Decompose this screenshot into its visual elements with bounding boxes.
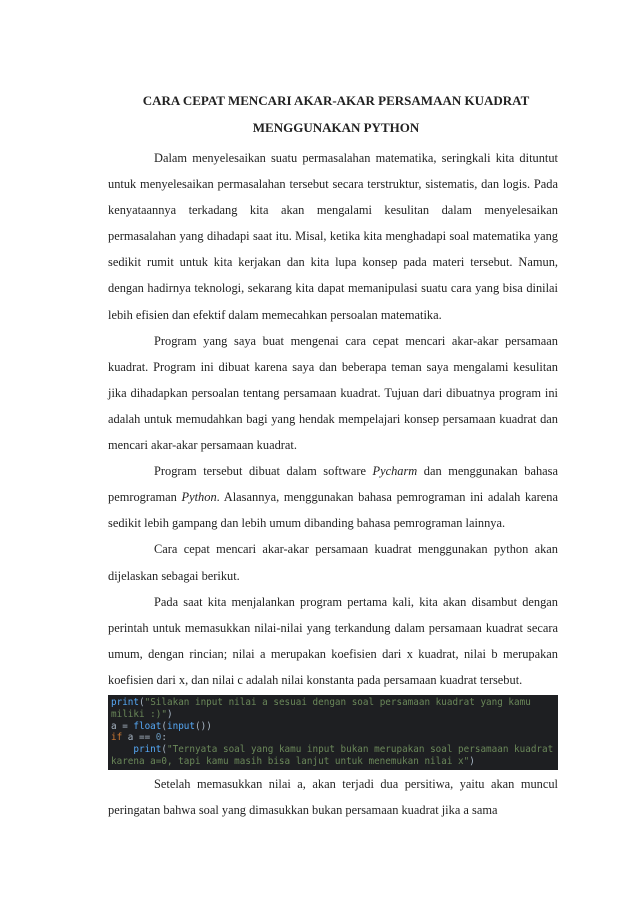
code-print-fn: print [111, 696, 139, 708]
code-float-fn: float [133, 720, 162, 732]
code-paren: ()) [195, 720, 212, 732]
p3-text-e: . Alasannya, menggunakan bahasa pemrograman ini adalah karena sedikit lebih gampang dan lebih umum dibanding bahasa pemrograman lainnya. [108, 490, 559, 531]
code-print-fn: print [133, 744, 162, 756]
code-indent [111, 744, 133, 755]
code-line-2 [111, 721, 555, 733]
p3-text-a: Program tersebut dibuat dalam software [154, 464, 373, 479]
code-line-3 [111, 732, 555, 744]
code-paren: ( [161, 744, 167, 756]
document-body [108, 145, 558, 823]
paragraph-after-input: Setelah memasukkan nilai a, akan terjadi dua persitiwa, yaitu akan muncul peringatan bahwa soal yang dimasukkan bukan persamaan kuadrat jika a sama [108, 776, 558, 817]
code-paren: ( [139, 696, 145, 708]
paragraph-first-run: Pada saat kita menjalankan program pertama kali, kita akan disambut dengan perintah untuk memasukkan nilai-nilai yang terkandung dalam persamaan kuadrat secara umum, dengan rincian; nilai a merupakan koefisien dari x kuadrat, nilai b merupakan koefisien dari x, dan nilai c adalah nilai konstanta pada persamaan kuadrat tersebut. [108, 594, 558, 687]
code-if-keyword: if [111, 732, 123, 744]
title-line-1: CARA CEPAT MENCARI AKAR-AKAR PERSAMAAN KUADRAT [142, 93, 530, 108]
code-line-4 [111, 744, 559, 768]
code-assign: a = [111, 720, 134, 732]
paragraph-program-purpose: Program yang saya buat mengenai cara cepat mencari akar-akar persamaan kuadrat. Program ini dibuat karena saya dan beberapa teman saya mengalami kesulitan jika dihadapkan persoalan tentang persamaan kuadrat. Tujuan dari dibuatnya program ini adalah untuk memudahkan bagi yang hendak mempelajari konsep persamaan kuadrat dan mencari akar-akar persamaan kuadrat. [108, 333, 558, 453]
code-string: "Ternyata soal yang kamu input bukan merupakan soal persamaan kuadrat karena a=0, tapi kamu masih bisa lanjut untuk menemukan nilai x" [111, 744, 559, 767]
pycharm-term: Pycharm [372, 464, 418, 479]
code-colon: : [161, 732, 168, 744]
code-line-1 [111, 697, 555, 721]
code-paren: ) [469, 755, 475, 767]
python-term: Python [181, 490, 217, 505]
title-line-2: MENGGUNAKAN PYTHON [252, 120, 420, 135]
code-number: 0 [155, 732, 162, 744]
code-string: "Silakan input nilai a sesuai dengan soal persamaan kuadrat yang kamu miliki :)" [111, 696, 537, 720]
code-condition: a == [122, 732, 156, 744]
paragraph-explain: Cara cepat mencari akar-akar persamaan kuadrat menggunakan python akan dijelaskan sebagai berikut. [108, 542, 558, 583]
paragraph-software [108, 458, 558, 536]
code-paren: ( [161, 720, 167, 732]
code-input-fn: input [167, 720, 195, 732]
p3-text-c: dan menggunakan bahasa pemrograman [108, 464, 558, 505]
paragraph-intro: Dalam menyelesaikan suatu permasalahan matematika, seringkali kita dituntut untuk menyelesaikan permasalahan tersebut secara terstruktur, sistematis, dan logis. Pada kenyataannya terkadang kita akan mengalami kesulitan dalam menyelesaikan permasalahan yang dihadapi saat itu. Misal, ketika kita menghadapi soal matematika yang sedikit rumit untuk kita kerjakan dan kita lupa konsep pada materi tersebut. Namun, dengan hadirnya teknologi, sekarang kita dapat memanipulasi suatu cara yang bisa dinilai lebih efisien dan efektif dalam memecahkan persoalan matematika. [108, 151, 558, 322]
code-block [108, 695, 558, 770]
code-paren: ) [166, 708, 173, 720]
